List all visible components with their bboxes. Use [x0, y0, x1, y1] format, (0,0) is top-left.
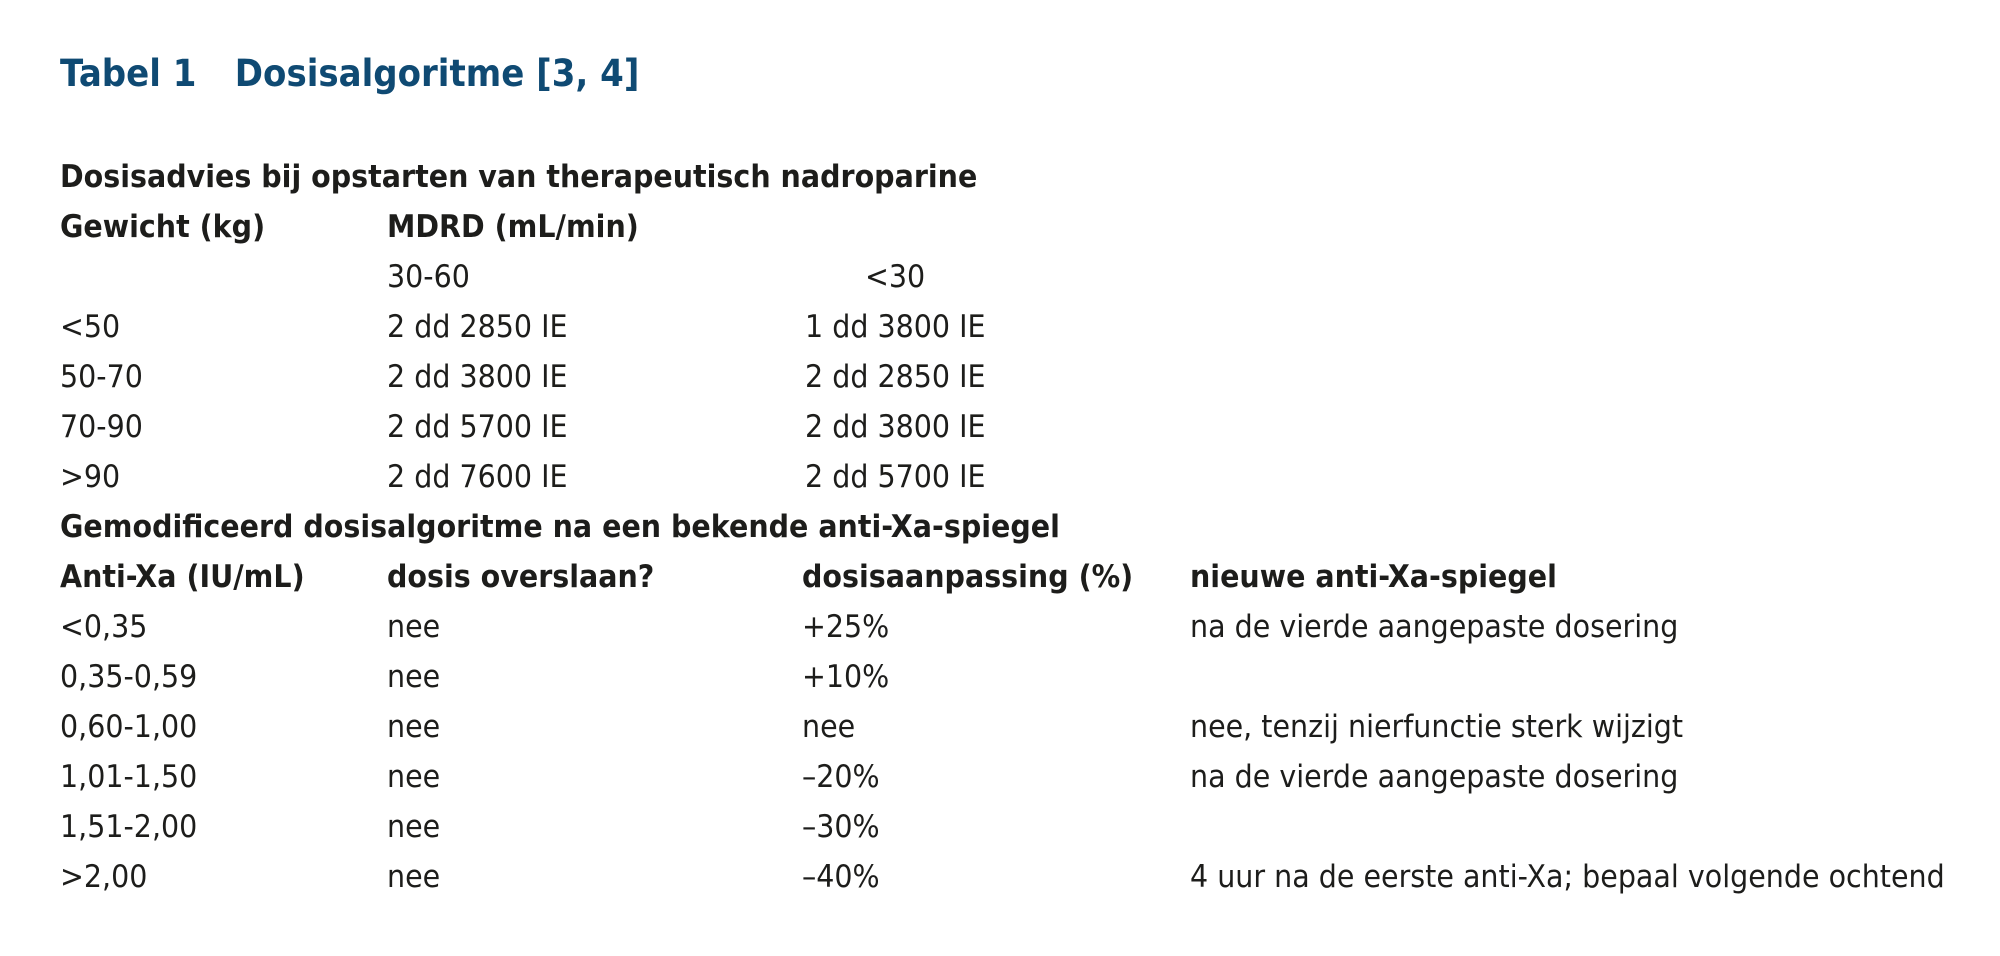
table-cell: 1 dd 3800 IE: [805, 309, 986, 345]
table-cell: nee: [387, 659, 441, 695]
table-cell: 2 dd 2850 IE: [805, 359, 986, 395]
table-cell: 1,51-2,00: [60, 809, 198, 845]
section-heading-modified-algorithm: Gemodificeerd dosisalgoritme na een bekende anti-Xa-spiegel: [60, 509, 1060, 545]
table-cell: <50: [60, 309, 121, 345]
subheader-cell: 30-60: [387, 259, 470, 295]
column-header-anti-xa: Anti-Xa (IU/mL): [60, 559, 305, 595]
table-cell: 2 dd 5700 IE: [387, 409, 568, 445]
table-cell: 2 dd 5700 IE: [805, 459, 986, 495]
table-cell: 0,35-0,59: [60, 659, 198, 695]
table-cell: 2 dd 7600 IE: [387, 459, 568, 495]
table-cell: nee: [387, 809, 441, 845]
column-header-mdrd: MDRD (mL/min): [387, 209, 639, 245]
column-header-new-anti-xa: nieuwe anti-Xa-spiegel: [1190, 559, 1557, 595]
table-title: [60, 52, 639, 95]
table-cell: –20%: [802, 759, 880, 795]
column-header-weight: Gewicht (kg): [60, 209, 266, 245]
table-number: Tabel 1: [60, 52, 197, 95]
table-cell: 70-90: [60, 409, 143, 445]
table-cell: 4 uur na de eerste anti-Xa; bepaal volgende ochtend: [1190, 859, 1945, 895]
table-cell: 2 dd 3800 IE: [805, 409, 986, 445]
column-header-skip-dose: dosis overslaan?: [387, 559, 655, 595]
table-cell: 2 dd 2850 IE: [387, 309, 568, 345]
table-cell: nee: [387, 759, 441, 795]
table-cell: nee: [387, 709, 441, 745]
table-cell: >2,00: [60, 859, 148, 895]
table-cell: na de vierde aangepaste dosering: [1190, 759, 1679, 795]
table-cell: na de vierde aangepaste dosering: [1190, 609, 1679, 645]
table-cell: 50-70: [60, 359, 143, 395]
section-heading-start-dose: Dosisadvies bij opstarten van therapeutisch nadroparine: [60, 159, 978, 195]
table-cell: 0,60-1,00: [60, 709, 198, 745]
table-cell: +25%: [802, 609, 890, 645]
table-cell: nee, tenzij nierfunctie sterk wijzigt: [1190, 709, 1684, 745]
table-cell: nee: [387, 609, 441, 645]
table-cell: <0,35: [60, 609, 148, 645]
table-title-text: Dosisalgoritme [3, 4]: [234, 52, 640, 95]
table-cell: nee: [387, 859, 441, 895]
subheader-cell: <30: [865, 259, 926, 295]
table-cell: nee: [802, 709, 856, 745]
table-cell: –30%: [802, 809, 880, 845]
table-cell: 2 dd 3800 IE: [387, 359, 568, 395]
column-header-dose-adjustment: dosisaanpassing (%): [802, 559, 1134, 595]
table-cell: >90: [60, 459, 121, 495]
table-cell: 1,01-1,50: [60, 759, 198, 795]
table-cell: +10%: [802, 659, 890, 695]
table-cell: –40%: [802, 859, 880, 895]
